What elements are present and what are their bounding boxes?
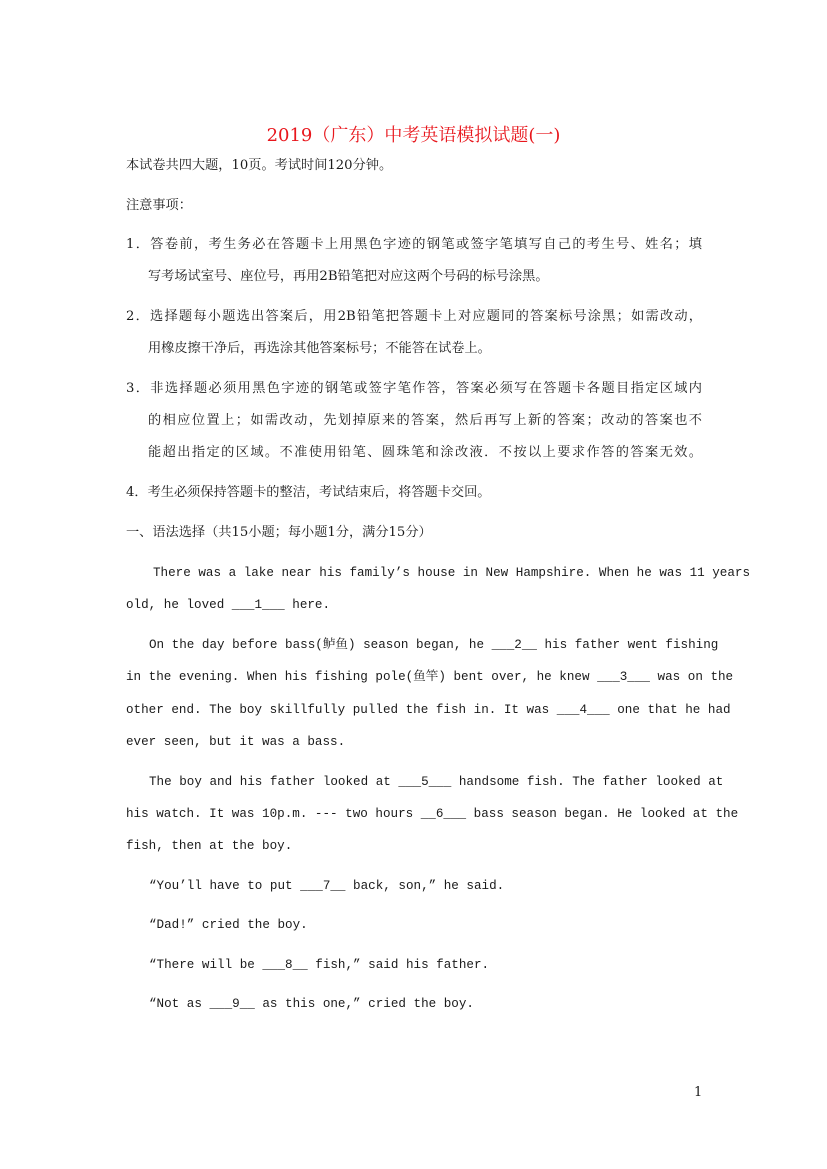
note-line: 2．选择题每小题选出答案后，用2B铅笔把答题卡上对应题同的答案标号涂黑；如需改动， (126, 309, 702, 324)
note-line: 的相应位置上；如需改动，先划掉原来的答案，然后再写上新的答案；改动的答案也不 (148, 413, 702, 428)
note-line: 4．考生必须保持答题卡的整洁，考试结束后，将答题卡交回。 (126, 485, 491, 500)
page-title: 2019（广东）中考英语模拟试题(一) (266, 125, 561, 147)
dialogue-line: “There will be ___8__ fish,” said his father. (149, 958, 490, 972)
passage-line: There was a lake near his family’s house in New Hampshire. When he was 11 years (153, 566, 751, 580)
page-number: 1 (694, 1085, 703, 1100)
exam-intro: 本试卷共四大题，10页。考试时间120分钟。 (126, 158, 393, 173)
section-heading: 一、语法选择（共15小题；每小题1分，满分15分） (126, 525, 432, 540)
note-line: 写考场试室号、座位号，再用2B铅笔把对应这两个号码的标号涂黑。 (148, 269, 549, 284)
passage-line: other end. The boy skillfully pulled the fish in. It was ___4___ one that he had (126, 703, 731, 717)
passage-line: fish, then at the boy. (126, 839, 293, 853)
passage-line: his watch. It was 10p.m. --- two hours __6___ bass season began. He looked at the (126, 807, 739, 821)
passage-line: old, he loved ___1___ here. (126, 598, 331, 612)
dialogue-line: “You’ll have to put ___7__ back, son,” he said. (149, 879, 505, 893)
note-line: 3．非选择题必须用黑色字迹的钢笔或签字笔作答，答案必须写在答题卡各题目指定区域内 (126, 381, 702, 396)
note-line: 1．答卷前，考生务必在答题卡上用黑色字迹的钢笔或签字笔填写自己的考生号、姓名；填 (126, 237, 702, 252)
note-line: 能超出指定的区域。不准使用铅笔、圆珠笔和涂改液．不按以上要求作答的答案无效。 (148, 445, 702, 460)
passage-line: ever seen, but it was a bass. (126, 735, 346, 749)
passage-line: On the day before bass(鲈鱼) season began, he ___2__ his father went fishing (149, 638, 719, 652)
passage-line: in the evening. When his fishing pole(鱼竿) bent over, he knew ___3___ was on the (126, 670, 734, 684)
passage-line: The boy and his father looked at ___5___ handsome fish. The father looked at (149, 775, 724, 789)
dialogue-line: “Dad!” cried the boy. (149, 918, 308, 932)
note-line: 用橡皮擦干净后，再选涂其他答案标号；不能答在试卷上。 (148, 341, 491, 356)
dialogue-line: “Not as ___9__ as this one,” cried the boy. (149, 997, 474, 1011)
notes-heading: 注意事项： (126, 198, 192, 213)
